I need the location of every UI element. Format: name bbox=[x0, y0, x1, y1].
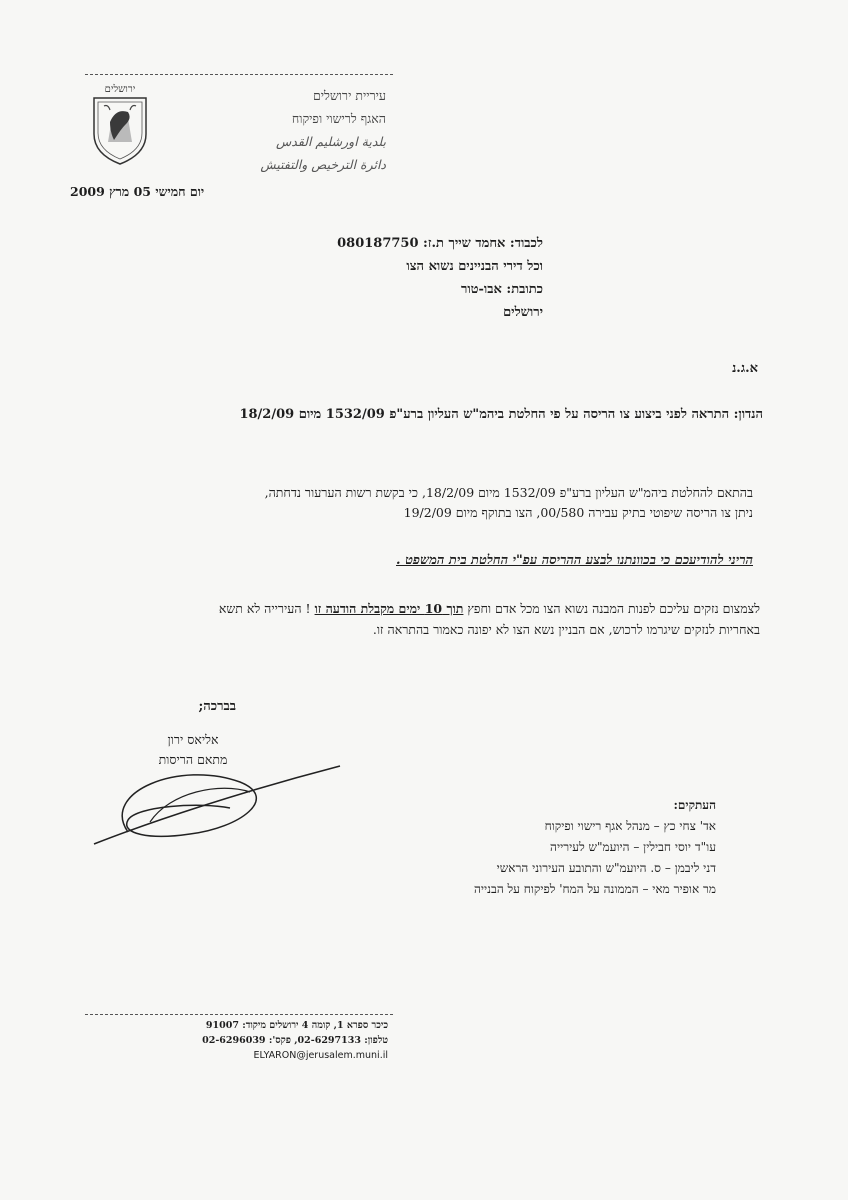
recipient-line: לכבוד: אחמד שייך ת.ז: 080187750 bbox=[337, 236, 543, 251]
para2-post: ! העירייה לא תשא bbox=[218, 601, 311, 616]
body-line: באחריות לנזקים שיגרמו לרכוש, אם הבניין נשא הצו לא יפונה כאמור בהתראה זו. bbox=[372, 622, 760, 637]
handwritten-signature-icon bbox=[90, 762, 350, 862]
subject-line: הנדון: התראה לפני ביצוע צו הריסה על פי החלטת ביהמ"ש העליון ברע"פ 1532/09 מיום 18/2/09 bbox=[239, 407, 763, 422]
signer-name: אליאס ירון bbox=[167, 732, 219, 747]
closing-regards: בברכה; bbox=[198, 699, 236, 714]
body-line: ניתן צו הריסה שיפוטי בתיק עבירה 00/580, הצו בתוקף מיום 19/2/09 bbox=[403, 505, 753, 520]
recipient-line: כתובת: אבו-טור bbox=[460, 282, 543, 297]
footer-phone: טלפון: 02-6297133, פקס': 02-6296039 bbox=[202, 1035, 388, 1046]
signer-title: מתאם הריסות bbox=[158, 752, 228, 767]
copy-recipient: אד' צחי כץ – מנהל אגף רישוי ופיקוח bbox=[544, 819, 716, 833]
recipient-line: ירושלים bbox=[503, 305, 543, 320]
copies-title: העתקים: bbox=[673, 798, 716, 812]
notice-text: הריני להודיעכם כי בכוונתנו לבצע ההריסה עפ"י החלטת בית המשפט . bbox=[396, 553, 753, 568]
department-block bbox=[166, 84, 386, 176]
body-paragraph-2 bbox=[60, 598, 760, 640]
recipient-block bbox=[243, 232, 543, 324]
letter-date: יום חמישי 05 מרץ 2009 bbox=[70, 184, 205, 199]
header-divider bbox=[85, 74, 393, 75]
dept-line-division-ar: دائرة الترخيص والتفتيش bbox=[260, 157, 386, 172]
copy-recipient: מר אופיר מאי – הממונה על המח' לפיקוח על הבנייה bbox=[473, 882, 716, 896]
recipient-line: וכל דירי הבניינים נשוא הצו bbox=[406, 259, 543, 274]
dept-line-municipality-ar: بلدية اورشليم القدس bbox=[276, 134, 386, 149]
deadline-text: תוך 10 ימים מקבלת הודעה זו bbox=[314, 601, 464, 616]
body-paragraph-1 bbox=[53, 483, 753, 523]
copy-recipient: עו"ד יוסי חבילין – היועמ"ש לעירייה bbox=[550, 840, 716, 854]
body-line bbox=[60, 598, 760, 619]
para2-pre: לצמצום נזקים עליכם לפנות המבנה נשוא הצו מכל אדם וחפץ bbox=[467, 601, 760, 616]
footer-email: ELYARON@jerusalem.muni.il bbox=[253, 1050, 388, 1061]
emblem-label: ירושלים bbox=[104, 84, 136, 95]
footer-divider bbox=[85, 1014, 393, 1015]
footer-address: כיכר ספרא 1, קומה 4 ירושלים מיקוד: 91007 bbox=[205, 1020, 388, 1031]
footer-contact bbox=[88, 1018, 388, 1063]
dept-line-division: האגף לרישוי ופיקוח bbox=[291, 111, 386, 126]
dept-line-municipality: עיריית ירושלים bbox=[312, 88, 386, 103]
copy-recipient: דני ליבמן – ס. היועמ"ש והתובע העירוני הראשי bbox=[496, 861, 716, 875]
demolition-notice bbox=[53, 552, 753, 568]
body-line: בהתאם להחלטת ביהמ"ש העליון ברע"פ 1532/09 מיום 18/2/09, כי בקשת רשות הערעור נדחתה, bbox=[264, 485, 753, 500]
jerusalem-emblem-icon bbox=[88, 82, 152, 168]
copies-block bbox=[316, 795, 716, 900]
greeting: א.ג.נ bbox=[732, 361, 758, 376]
